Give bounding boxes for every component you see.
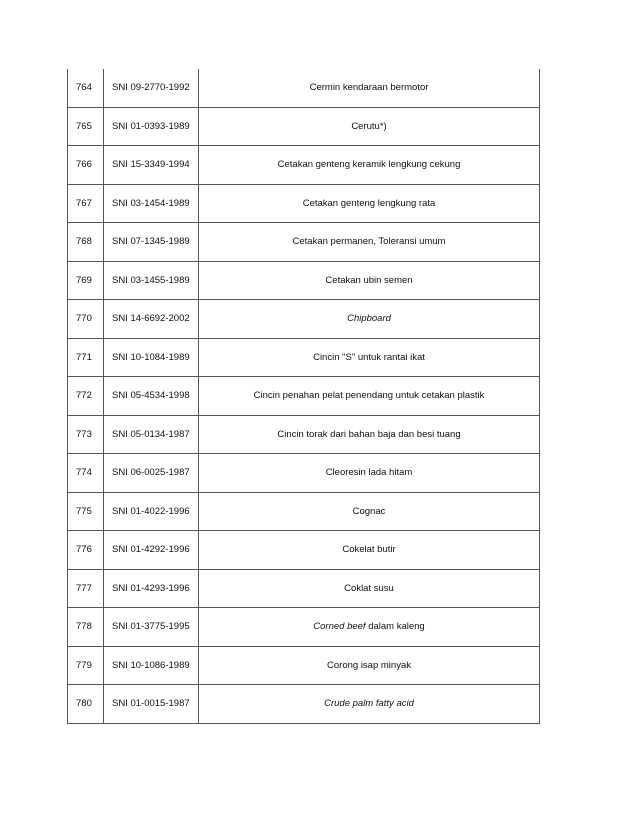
sni-code: SNI 06-0025-1987 [104, 454, 199, 493]
title-text: Cokelat butir [342, 544, 396, 556]
standard-title [199, 492, 540, 531]
row-number: 772 [68, 377, 104, 416]
title-italic-text: Crude palm fatty acid [324, 698, 414, 710]
table-row [68, 107, 540, 146]
row-number: 777 [68, 569, 104, 608]
table-row [68, 300, 540, 339]
table-row [68, 415, 540, 454]
title-text: Cincin penahan pelat penendang untuk cetakan plastik [253, 390, 485, 402]
title-italic-text: Chipboard [347, 313, 391, 325]
title-text: Cleoresin lada hitam [325, 467, 413, 479]
table-row [68, 454, 540, 493]
title-text: Coklat susu [344, 582, 394, 594]
standard-title [199, 338, 540, 377]
table-row [68, 184, 540, 223]
standard-title [199, 69, 540, 107]
table-row [68, 377, 540, 416]
title-text: Cetakan genteng keramik lengkung cekung [277, 159, 461, 171]
standard-title [199, 454, 540, 493]
standard-title [199, 107, 540, 146]
sni-code: SNI 03-1454-1989 [104, 184, 199, 223]
sni-standards-table [67, 69, 540, 724]
standard-title [199, 377, 540, 416]
title-rest-text: dalam kaleng [365, 621, 425, 633]
row-number: 766 [68, 146, 104, 185]
table-row [68, 261, 540, 300]
table-row [68, 223, 540, 262]
sni-code: SNI 15-3349-1994 [104, 146, 199, 185]
standard-title [199, 223, 540, 262]
row-number: 780 [68, 685, 104, 724]
standard-title [199, 146, 540, 185]
row-number: 779 [68, 646, 104, 685]
row-number: 768 [68, 223, 104, 262]
row-number: 773 [68, 415, 104, 454]
sni-code: SNI 01-0393-1989 [104, 107, 199, 146]
standard-title [199, 685, 540, 724]
table-row [68, 531, 540, 570]
sni-code: SNI 14-6692-2002 [104, 300, 199, 339]
row-number: 776 [68, 531, 104, 570]
table-row [68, 338, 540, 377]
sni-code: SNI 09-2770-1992 [104, 69, 199, 107]
sni-code: SNI 01-4022-1996 [104, 492, 199, 531]
table-row [68, 608, 540, 647]
title-text: Corong isap minyak [327, 659, 411, 671]
sni-code: SNI 07-1345-1989 [104, 223, 199, 262]
row-number: 778 [68, 608, 104, 647]
table-row [68, 646, 540, 685]
sni-code: SNI 03-1455-1989 [104, 261, 199, 300]
title-text: Cincin torak dari bahan baja dan besi tuang [277, 428, 461, 440]
sni-code: SNI 05-4534-1998 [104, 377, 199, 416]
row-number: 765 [68, 107, 104, 146]
row-number: 774 [68, 454, 104, 493]
table-row [68, 685, 540, 724]
table-body [68, 69, 540, 723]
row-number: 767 [68, 184, 104, 223]
title-text: Cincin "S" untuk rantai ikat [313, 351, 425, 363]
sni-code: SNI 01-0015-1987 [104, 685, 199, 724]
row-number: 775 [68, 492, 104, 531]
title-text: Cermin kendaraan bermotor [309, 82, 429, 94]
title-italic-text: Corned beef [313, 621, 366, 633]
standard-title [199, 261, 540, 300]
standard-title [199, 569, 540, 608]
row-number: 770 [68, 300, 104, 339]
standard-title [199, 608, 540, 647]
table-row [68, 492, 540, 531]
standard-title [199, 646, 540, 685]
table-row [68, 569, 540, 608]
title-text: Cerutu*) [351, 120, 387, 132]
sni-code: SNI 10-1086-1989 [104, 646, 199, 685]
standard-title [199, 415, 540, 454]
table-row [68, 69, 540, 107]
row-number: 769 [68, 261, 104, 300]
sni-code: SNI 10-1084-1989 [104, 338, 199, 377]
title-text: Cetakan genteng lengkung rata [302, 197, 436, 209]
row-number: 771 [68, 338, 104, 377]
title-text: Cetakan permanen, Toleransi umum [292, 236, 446, 248]
standard-title [199, 184, 540, 223]
sni-code: SNI 05-0134-1987 [104, 415, 199, 454]
title-text: Cetakan ubin semen [325, 274, 413, 286]
standard-title [199, 300, 540, 339]
title-text: Cognac [352, 505, 386, 517]
standard-title [199, 531, 540, 570]
sni-code: SNI 01-3775-1995 [104, 608, 199, 647]
table-row [68, 146, 540, 185]
sni-code: SNI 01-4293-1996 [104, 569, 199, 608]
row-number: 764 [68, 69, 104, 107]
sni-code: SNI 01-4292-1996 [104, 531, 199, 570]
